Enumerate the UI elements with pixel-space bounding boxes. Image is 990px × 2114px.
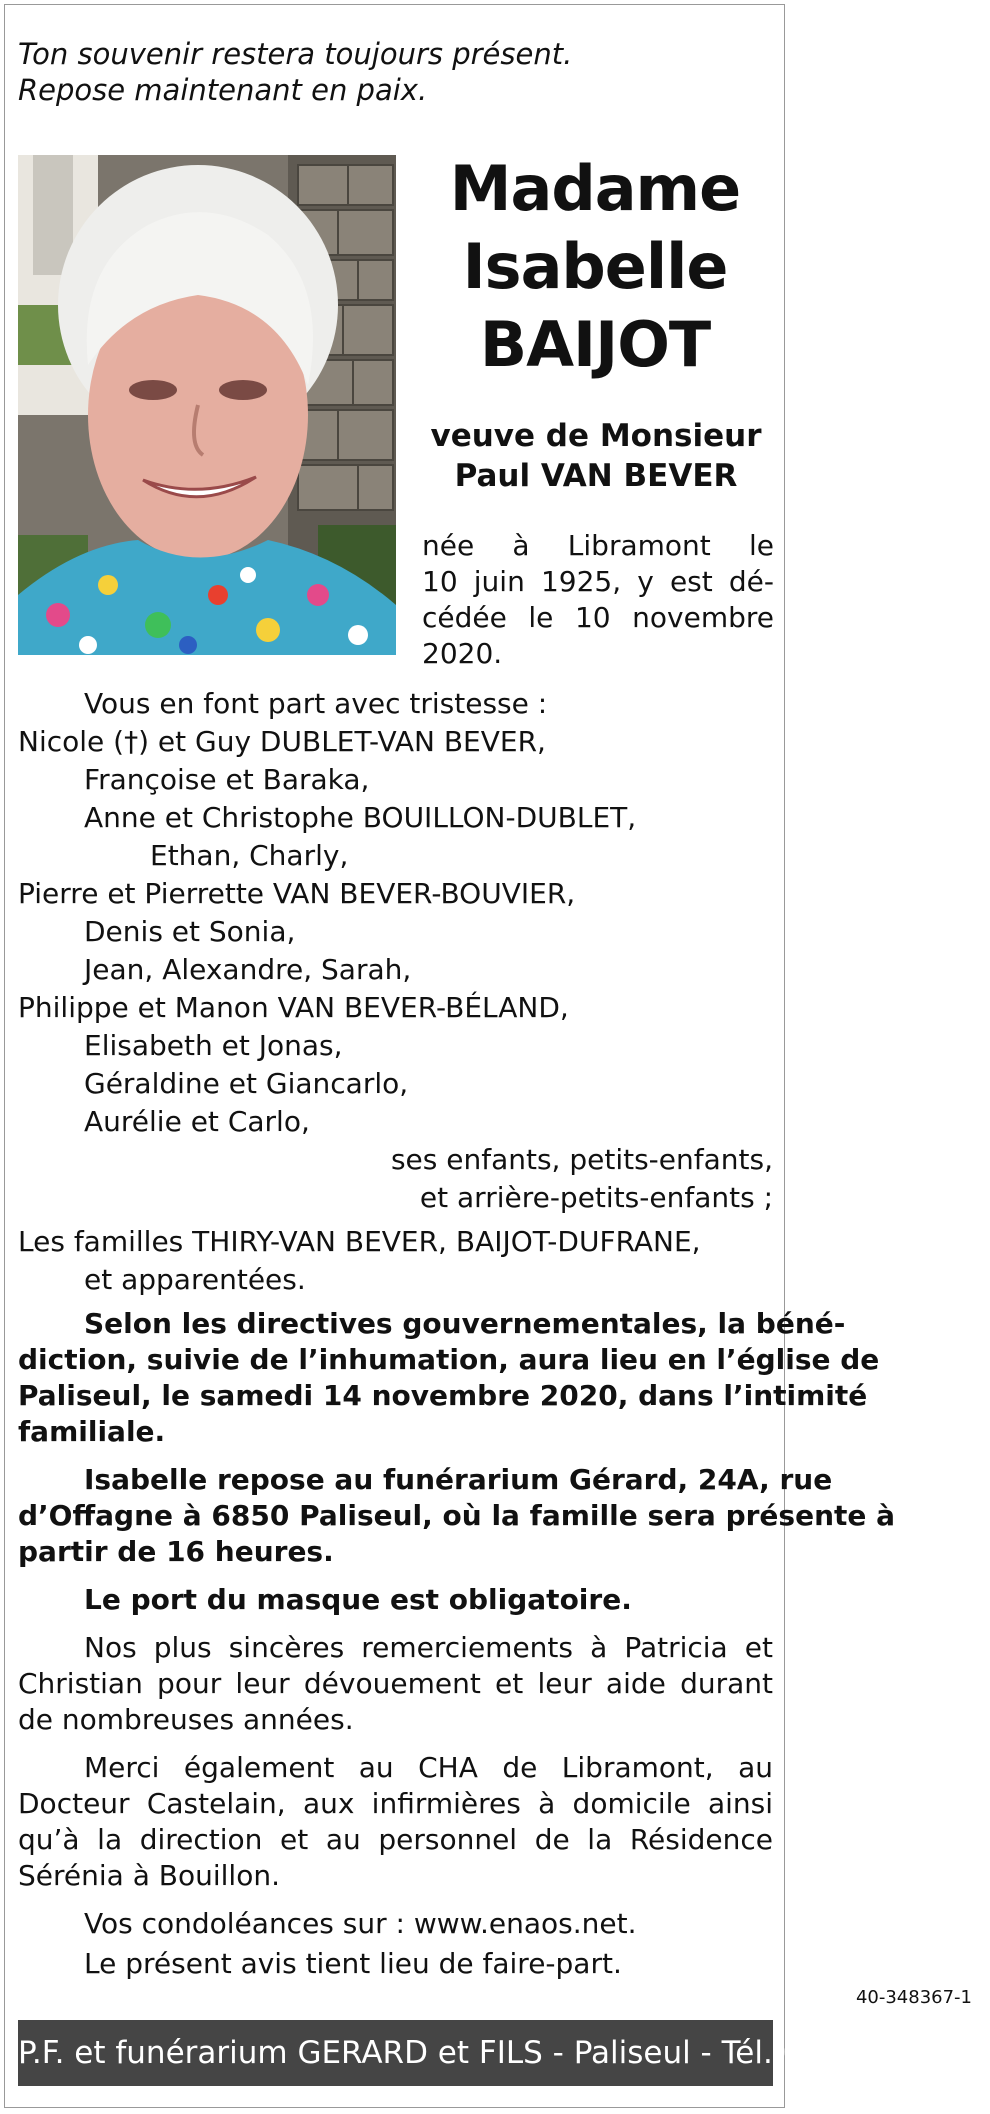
family-line: Nicole (†) et Guy DUBLET-VAN BEVER, — [18, 725, 546, 758]
thanks-line: Nos plus sincères remerciements à Patricia et — [84, 1631, 773, 1664]
family-opening: Vous en font part avec tristesse : — [84, 687, 548, 720]
funeral-home-line: d’Offagne à 6850 Paliseul, où la famille sera présente à — [18, 1499, 896, 1532]
family-line: Philippe et Manon VAN BEVER-BÉLAND, — [18, 991, 569, 1024]
notice-line: Le présent avis tient lieu de faire-part. — [84, 1947, 622, 1980]
intro-line-1: Ton souvenir restera toujours présent. — [18, 37, 573, 71]
family-line: Anne et Christophe BOUILLON-DUBLET, — [84, 801, 637, 834]
ceremony-line: Selon les directives gouvernementales, la béné- — [84, 1307, 846, 1340]
funeral-home-line: Isabelle repose au funérarium Gérard, 24A, rue — [84, 1463, 833, 1496]
widow-line-1: veuve de Monsieur — [430, 418, 762, 454]
birth-line-2: 10 juin 1925, y est dé- — [422, 565, 774, 598]
family-line: Denis et Sonia, — [84, 915, 296, 948]
family-others-2: et apparentées. — [84, 1263, 306, 1296]
widow-line-2: Paul VAN BEVER — [454, 458, 738, 494]
ceremony-line: Paliseul, le samedi 14 novembre 2020, dans l’intimité — [18, 1379, 868, 1412]
family-line: Pierre et Pierrette VAN BEVER-BOUVIER, — [18, 877, 576, 910]
thanks-line: Docteur Castelain, aux infirmières à domicile ainsi — [18, 1787, 773, 1820]
birth-line-4: 2020. — [422, 637, 503, 670]
name-first: Isabelle — [462, 230, 728, 303]
family-line: Elisabeth et Jonas, — [84, 1029, 343, 1062]
birth-line-3: cédée le 10 novembre — [422, 601, 774, 634]
family-closing-2: et arrière-petits-enfants ; — [419, 1181, 773, 1214]
family-others-1: Les familles THIRY-VAN BEVER, BAIJOT-DUFRANE, — [18, 1225, 701, 1258]
reference-number: 40-348367-1 — [855, 1987, 972, 2008]
portrait-photo — [18, 155, 396, 655]
intro-verse — [18, 36, 768, 108]
family-line: Aurélie et Carlo, — [84, 1105, 310, 1138]
family-line: Ethan, Charly, — [150, 839, 349, 872]
birth-line-1: née à Libramont le — [422, 529, 774, 562]
family-line: Françoise et Baraka, — [84, 763, 370, 796]
thanks-line: Sérénia à Bouillon. — [18, 1859, 280, 1892]
name-last: BAIJOT — [479, 308, 711, 381]
thanks-line: qu’à la direction et au personnel de la Résidence — [18, 1823, 773, 1856]
family-line: Géraldine et Giancarlo, — [84, 1067, 409, 1100]
footer-funeral-director: P.F. et funérarium GERARD et FILS - Paliseul - Tél. 061 53 32 84 — [18, 2020, 773, 2086]
family-closing-1: ses enfants, petits-enfants, — [390, 1143, 773, 1176]
thanks-line: de nombreuses années. — [18, 1703, 354, 1736]
family-line: Jean, Alexandre, Sarah, — [84, 953, 412, 986]
thanks-line: Merci également au CHA de Libramont, au — [84, 1751, 773, 1784]
thanks-line: Christian pour leur dévouement et leur aide durant — [18, 1667, 773, 1700]
ceremony-line: diction, suivie de l’inhumation, aura lieu en l’église de — [18, 1343, 880, 1376]
funeral-home-line: partir de 16 heures. — [18, 1535, 334, 1568]
name-title: Madame — [449, 152, 741, 225]
ceremony-line: familiale. — [18, 1415, 166, 1448]
condolences-line: Vos condoléances sur : www.enaos.net. — [84, 1907, 637, 1940]
mask-notice: Le port du masque est obligatoire. — [84, 1583, 632, 1616]
intro-line-2: Repose maintenant en paix. — [18, 73, 428, 107]
